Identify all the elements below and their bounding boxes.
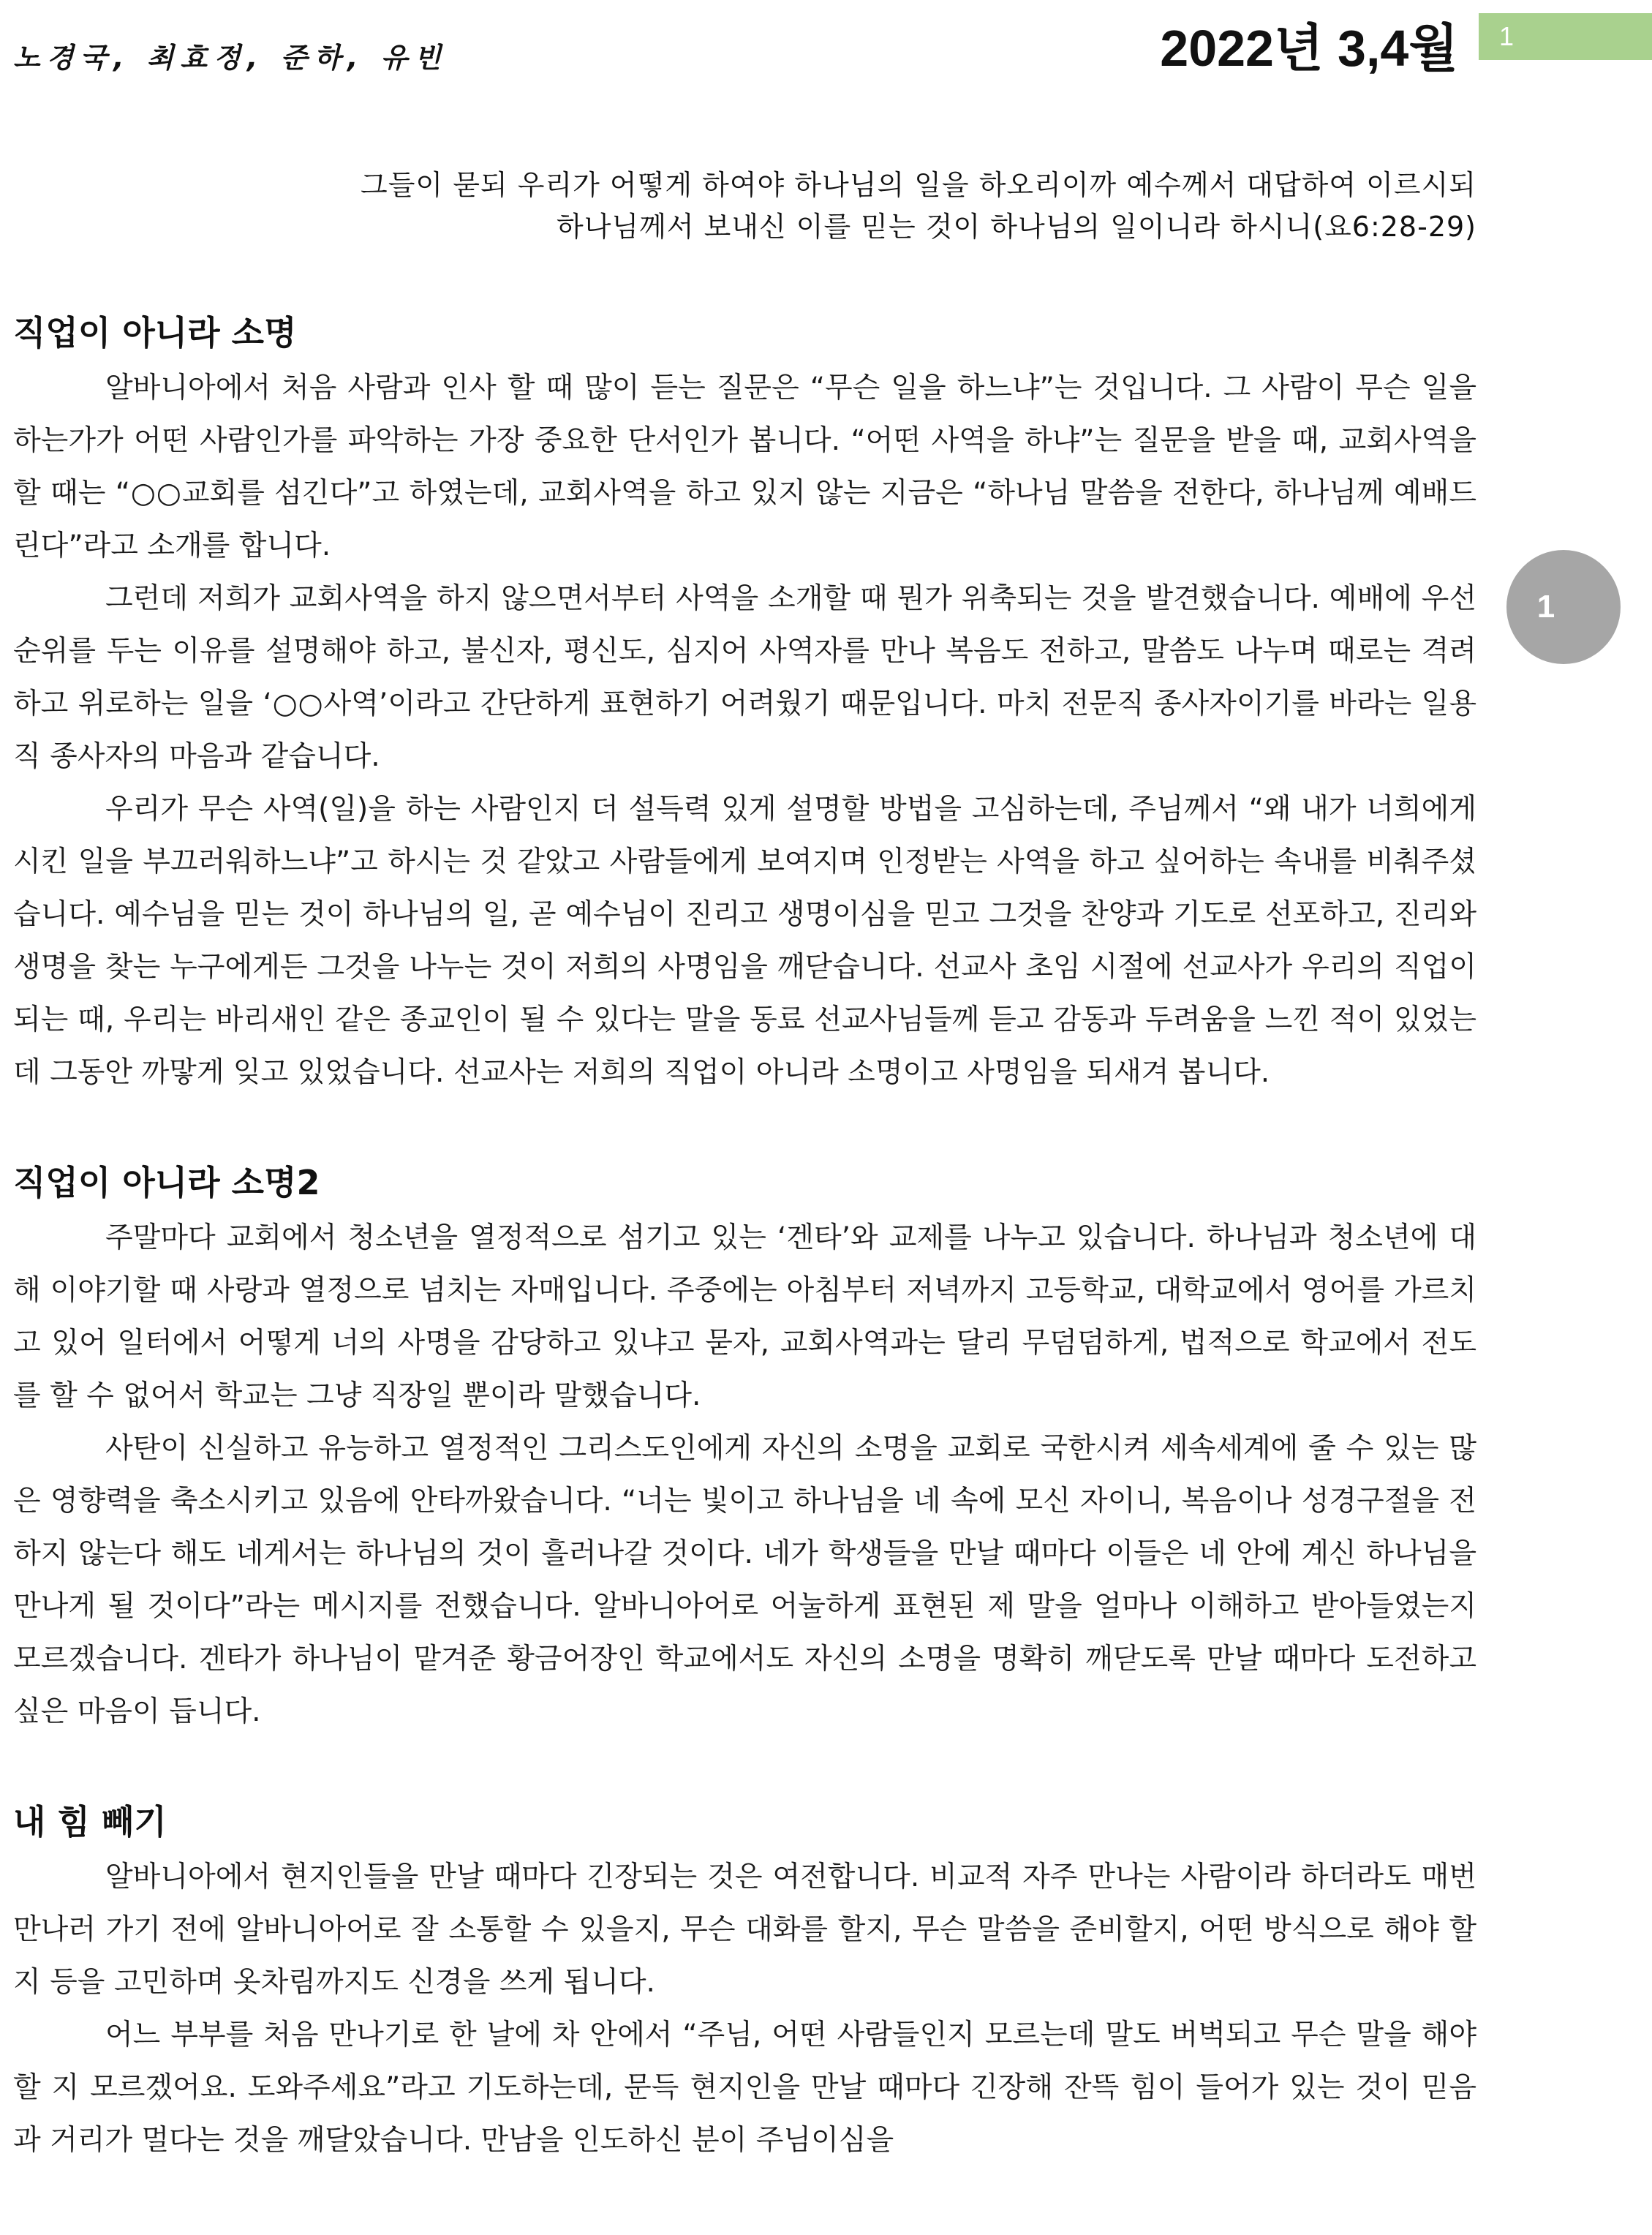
paragraph: 주말마다 교회에서 청소년을 열정적으로 섬기고 있는 ‘겐타’와 교제를 나누고 있습니다. 하나님과 청소년에 대해 이야기할 때 사랑과 열정으로 넘치는 자매입니다. 주중에는 아침부터 저녁까지 고등학교, 대학교에서 영어를 가르치고 있어 일터에서 어떻게 너의 사명을 감당하고 있냐고 묻자, 교회사역과는 달리 무덤덤하게, 법적으로 학교에서 전도를 할 수 없어서 학교는 그냥 직장일 뿐이라 말했습니다. [13, 1221, 1476, 1412]
section-title: 직업이 아니라 소명2 [13, 1163, 320, 1202]
section-calling [13, 304, 1476, 1099]
author-names: 노경국, 최효정, 준하, 유빈 [13, 42, 448, 74]
verse-line-1: 그들이 묻되 우리가 어떻게 하여야 하나님의 일을 하오리이까 예수께서 대답하여 이르시되 [361, 169, 1476, 201]
page-number-badge: 1 [1479, 13, 1652, 60]
paragraph: 알바니아에서 현지인들을 만날 때마다 긴장되는 것은 여전합니다. 비교적 자주 만나는 사람이라 하더라도 매번 만나러 가기 전에 알바니아어로 잘 소통할 수 있을지, 무슨 대화를 할지, 무슨 말씀을 준비할지, 어떤 방식으로 해야 할지 등을 고민하며 옷차림까지도 신경을 쓰게 됩니다. [13, 1861, 1476, 1999]
paragraph: 알바니아에서 처음 사람과 인사 할 때 많이 듣는 질문은 “무슨 일을 하느냐”는 것입니다. 그 사람이 무슨 일을 하는가가 어떤 사람인가를 파악하는 가장 중요한 단서인가 봅니다. “어떤 사역을 하냐”는 질문을 받을 때, 교회사역을 할 때는 “○○교회를 섬긴다”고 하였는데, 교회사역을 하고 있지 않는 지금은 “하나님 말씀을 전한다, 하나님께 예배드린다”라고 소개를 합니다. [13, 372, 1476, 562]
newsletter-body [13, 304, 1476, 2221]
section-title: 내 힘 빼기 [13, 1802, 167, 1842]
scripture-verse [87, 165, 1476, 248]
section-calling-2 [13, 1153, 1476, 1738]
paragraph: 우리가 무슨 사역(일)을 하는 사람인지 더 설득력 있게 설명할 방법을 고심하는데, 주님께서 “왜 내가 너희에게 시킨 일을 부끄러워하느냐”고 하시는 것 같았고 사람들에게 보여지며 인정받는 사역을 하고 싶어하는 속내를 비춰주셨습니다. 예수님을 믿는 것이 하나님의 일, 곧 예수님이 진리고 생명이심을 믿고 그것을 찬양과 기도로 선포하고, 진리와 생명을 찾는 누구에게든 그것을 나누는 것이 저희의 사명임을 깨닫습니다. 선교사 초임 시절에 선교사가 우리의 직업이 되는 때, 우리는 바리새인 같은 종교인이 될 수 있다는 말을 동료 선교사님들께 듣고 감동과 두려움을 느낀 적이 있었는데 그동안 까맣게 잊고 있었습니다. 선교사는 저희의 직업이 아니라 소명이고 사명임을 되새겨 봅니다. [13, 793, 1476, 1089]
section-title: 직업이 아니라 소명 [13, 313, 297, 353]
paragraph: 어느 부부를 처음 만나기로 한 날에 차 안에서 “주님, 어떤 사람들인지 모르는데 말도 버벅되고 무슨 말을 해야 할 지 모르겠어요. 도와주세요”라고 기도하는데, 문득 현지인을 만날 때마다 긴장해 잔뜩 힘이 들어가 있는 것이 믿음과 거리가 멀다는 것을 깨달았습니다. 만남을 인도하신 분이 주님이심을 [13, 2019, 1476, 2157]
side-page-marker: 1 [1506, 550, 1621, 664]
section-letting-go [13, 1793, 1476, 2167]
verse-line-2: 하나님께서 보내신 이를 믿는 것이 하나님의 일이니라 하시니(요6:28-29) [556, 211, 1476, 243]
issue-date: 2022년 3,4월 [1160, 20, 1458, 77]
paragraph: 사탄이 신실하고 유능하고 열정적인 그리스도인에게 자신의 소명을 교회로 국한시켜 세속세계에 줄 수 있는 많은 영향력을 축소시키고 있음에 안타까왔습니다. “너는 빛이고 하나님을 네 속에 모신 자이니, 복음이나 성경구절을 전하지 않는다 해도 네게서는 하나님의 것이 흘러나갈 것이다. 네가 학생들을 만날 때마다 이들은 네 안에 계신 하나님을 만나게 될 것이다”라는 메시지를 전했습니다. 알바니아어로 어눌하게 표현된 제 말을 얼마나 이해하고 받아들였는지 모르겠습니다. 겐타가 하나님이 맡겨준 황금어장인 학교에서도 자신의 소명을 명확히 깨닫도록 만날 때마다 도전하고 싶은 마음이 듭니다. [13, 1432, 1476, 1728]
paragraph: 그런데 저희가 교회사역을 하지 않으면서부터 사역을 소개할 때 뭔가 위축되는 것을 발견했습니다. 예배에 우선순위를 두는 이유를 설명해야 하고, 불신자, 평신도, 심지어 사역자를 만나 복음도 전하고, 말씀도 나누며 때로는 격려하고 위로하는 일을 ‘○○사역’이라고 간단하게 표현하기 어려웠기 때문입니다. 마치 전문직 종사자이기를 바라는 일용직 종사자의 마음과 같습니다. [13, 582, 1476, 773]
